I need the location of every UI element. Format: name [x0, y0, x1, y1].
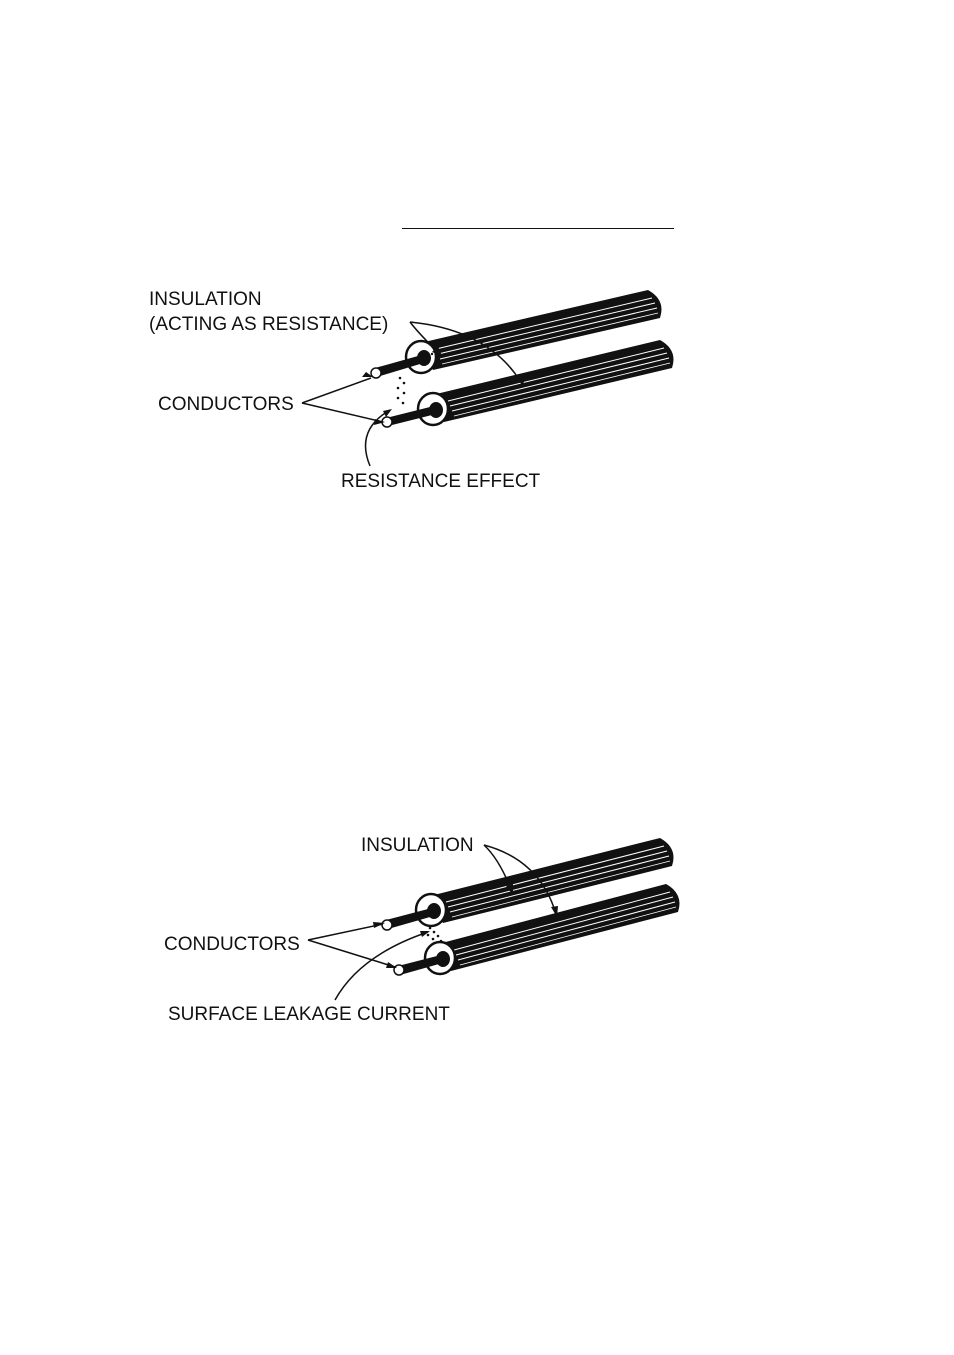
label-conductors: CONDUCTORS — [158, 394, 294, 415]
label-insulation: INSULATION — [361, 835, 474, 856]
label-insulation: INSULATION — [149, 289, 262, 310]
leakage-dots — [427, 927, 443, 943]
label-acting-as-resistance: (ACTING AS RESISTANCE) — [149, 314, 389, 335]
label-resistance-effect: RESISTANCE EFFECT — [341, 471, 541, 492]
label-surface-leakage-current: SURFACE LEAKAGE CURRENT — [168, 1004, 450, 1025]
figure-surface-leakage — [0, 800, 954, 1060]
figure-resistance-effect — [0, 0, 954, 560]
label-conductors: CONDUCTORS — [164, 934, 300, 955]
